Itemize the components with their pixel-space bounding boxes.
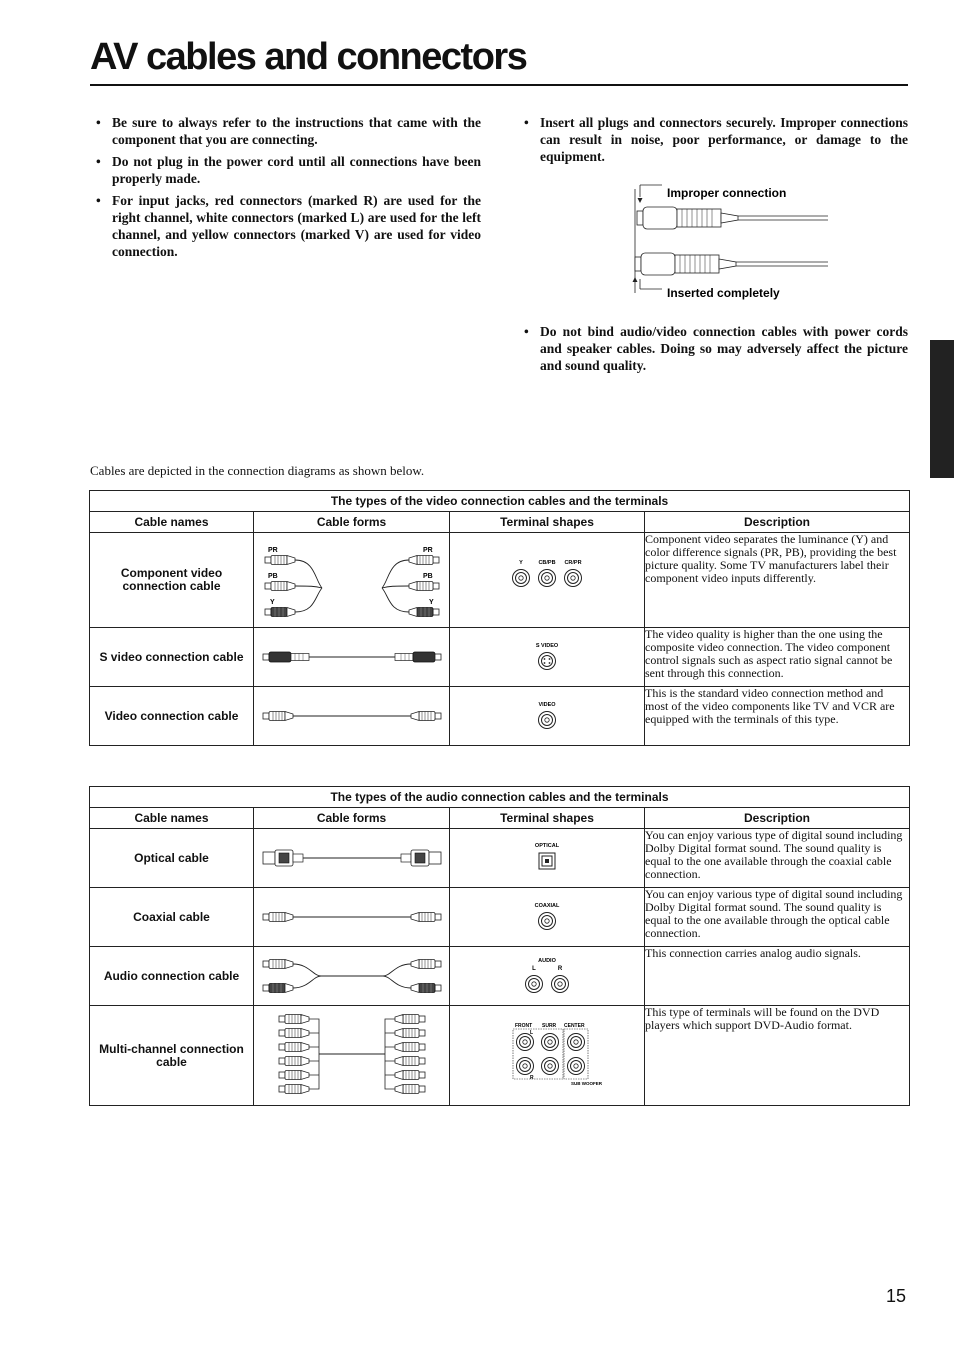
terminal-shape-cell (450, 533, 645, 628)
audio-label: AUDIO (538, 958, 556, 964)
cable-description: Component video separates the luminance (Y) and color difference signals (PR, PB), providing the best picture quality. Some TV manufacturers label their component video inputs differently. (645, 533, 910, 628)
y-label: Y (269, 599, 275, 606)
y-label: Y (428, 599, 434, 606)
l-label: L (532, 966, 536, 972)
improper-plug (637, 207, 828, 229)
s-video-jack-icon (517, 637, 577, 677)
table-row (90, 533, 910, 628)
cable-name: Video connection cable (90, 687, 254, 746)
intro-text: Cables are depicted in the connection diagrams as shown below. (90, 463, 425, 478)
center-label: CENTER (564, 1022, 585, 1029)
cable-name: Component video connection cable (90, 533, 254, 628)
audio-cables-table (89, 786, 910, 1106)
cable-description: You can enjoy various type of digital sound including Dolby Digital format sound. The sound quality is equal to the one available through the optical cable connection. (645, 888, 910, 947)
cable-form-cell (254, 888, 450, 947)
front-label: FRONT (515, 1022, 533, 1029)
cable-name: Multi-channel connection cable (90, 1006, 254, 1106)
audio-table-title: The types of the audio connection cables and the terminals (90, 787, 910, 808)
cable-form-cell (254, 687, 450, 746)
cable-description: This connection carries analog audio signals. (645, 947, 910, 1006)
pr-label: PR (422, 547, 433, 554)
component-cable-icon (257, 540, 447, 620)
terminal-shape-cell (450, 829, 645, 888)
component-jacks-icon (452, 550, 642, 610)
inserted-plug (635, 253, 828, 275)
header-terminal-shapes: Terminal shapes (450, 512, 645, 533)
right-bullet-list-bottom (518, 323, 908, 379)
cable-form-cell (254, 628, 450, 687)
optical-label: OPTICAL (534, 843, 560, 849)
header-cable-names: Cable names (90, 808, 254, 829)
cable-form-cell (254, 947, 450, 1006)
cable-name: Audio connection cable (90, 947, 254, 1006)
audio-jacks-icon (507, 954, 587, 998)
s-video-cable-icon (257, 647, 447, 667)
header-description: Description (645, 512, 910, 533)
cb-jack-label: CB/PB (538, 560, 556, 566)
y-jack-label: Y (519, 560, 523, 566)
table-row (90, 628, 910, 687)
table-row (90, 947, 910, 1006)
bullet-item: • Be sure to always refer to the instructions that came with the component that you are connecting. (90, 114, 481, 148)
video-table-title: The types of the video connection cables and the terminals (90, 491, 910, 512)
pb-label: PB (422, 573, 433, 580)
table-row (90, 829, 910, 888)
cable-form-cell (254, 533, 450, 628)
terminal-shape-cell (450, 1006, 645, 1106)
cable-name: Optical cable (90, 829, 254, 888)
improper-connection-label: Improper connection (667, 186, 787, 200)
cable-form-cell (254, 1006, 450, 1106)
sub-woofer-label: SUB WOOFER (571, 1080, 602, 1086)
l-label: L (530, 1029, 534, 1036)
inserted-completely-label: Inserted completely (667, 286, 780, 300)
video-label: VIDEO (538, 702, 556, 708)
terminal-shape-cell (450, 947, 645, 1006)
header-cable-names: Cable names (90, 512, 254, 533)
section-tab (930, 340, 954, 478)
terminal-shape-cell (450, 628, 645, 687)
terminal-shape-cell (450, 888, 645, 947)
header-terminal-shapes: Terminal shapes (450, 808, 645, 829)
cable-description: This type of terminals will be found on the DVD players which support DVD-Audio format. (645, 1006, 910, 1106)
cable-description: You can enjoy various type of digital sound including Dolby Digital format sound. The sound quality is equal to the one available through the coaxial cable connection. (645, 829, 910, 888)
multi-channel-jacks-icon (502, 1019, 602, 1093)
audio-cable-icon (257, 956, 447, 996)
cable-description: The video quality is higher than the one using the composite video connection. The video component control signals such as aspect ratio signal cannot be sent through this connection. (645, 628, 910, 687)
plug-insertion-diagram (628, 183, 828, 303)
cr-jack-label: CR/PR (564, 560, 582, 566)
bullet-item: • For input jacks, red connectors (marked R) are used for the right channel, white connectors (marked L) are used for the left channel, and yellow connectors (marked V) are used for video connection. (90, 192, 481, 260)
bullet-item: • Insert all plugs and connectors securely. Improper connections can result in noise, poor performance, or damage to the equipment. (518, 114, 908, 165)
right-bullet-list-top (518, 114, 908, 170)
r-label: R (557, 966, 563, 972)
pr-label: PR (267, 547, 278, 554)
page-number: 15 (886, 1286, 907, 1306)
page-title: AV cables and connectors (90, 36, 527, 78)
surr-label: SURR (542, 1022, 557, 1029)
video-cable-icon (257, 706, 447, 726)
coaxial-cable-icon (257, 907, 447, 927)
s-video-label: S VIDEO (535, 643, 559, 649)
bullet-item: • Do not plug in the power cord until all connections have been properly made. (90, 153, 481, 187)
table-row (90, 888, 910, 947)
coaxial-label: COAXIAL (534, 903, 560, 909)
optical-cable-icon (257, 846, 447, 870)
title-rule (90, 84, 908, 86)
header-cable-forms: Cable forms (254, 808, 450, 829)
header-cable-forms: Cable forms (254, 512, 450, 533)
cable-form-cell (254, 829, 450, 888)
header-description: Description (645, 808, 910, 829)
table-row (90, 687, 910, 746)
left-bullet-list (90, 114, 481, 265)
pb-label: PB (267, 573, 278, 580)
table-row (90, 1006, 910, 1106)
coaxial-jack-icon (517, 897, 577, 937)
cable-name: Coaxial cable (90, 888, 254, 947)
multi-channel-cable-icon (257, 1011, 447, 1101)
cable-description: This is the standard video connection method and most of the video components like TV and VCR are equipped with the terminals of this type. (645, 687, 910, 746)
bullet-item: • Do not bind audio/video connection cables with power cords and speaker cables. Doing so may adversely affect the picture and sound quality. (518, 323, 908, 374)
cable-name: S video connection cable (90, 628, 254, 687)
video-jack-icon (517, 696, 577, 736)
terminal-shape-cell (450, 687, 645, 746)
video-cables-table (89, 490, 910, 746)
r-label: R (530, 1074, 534, 1081)
optical-jack-icon (517, 838, 577, 878)
